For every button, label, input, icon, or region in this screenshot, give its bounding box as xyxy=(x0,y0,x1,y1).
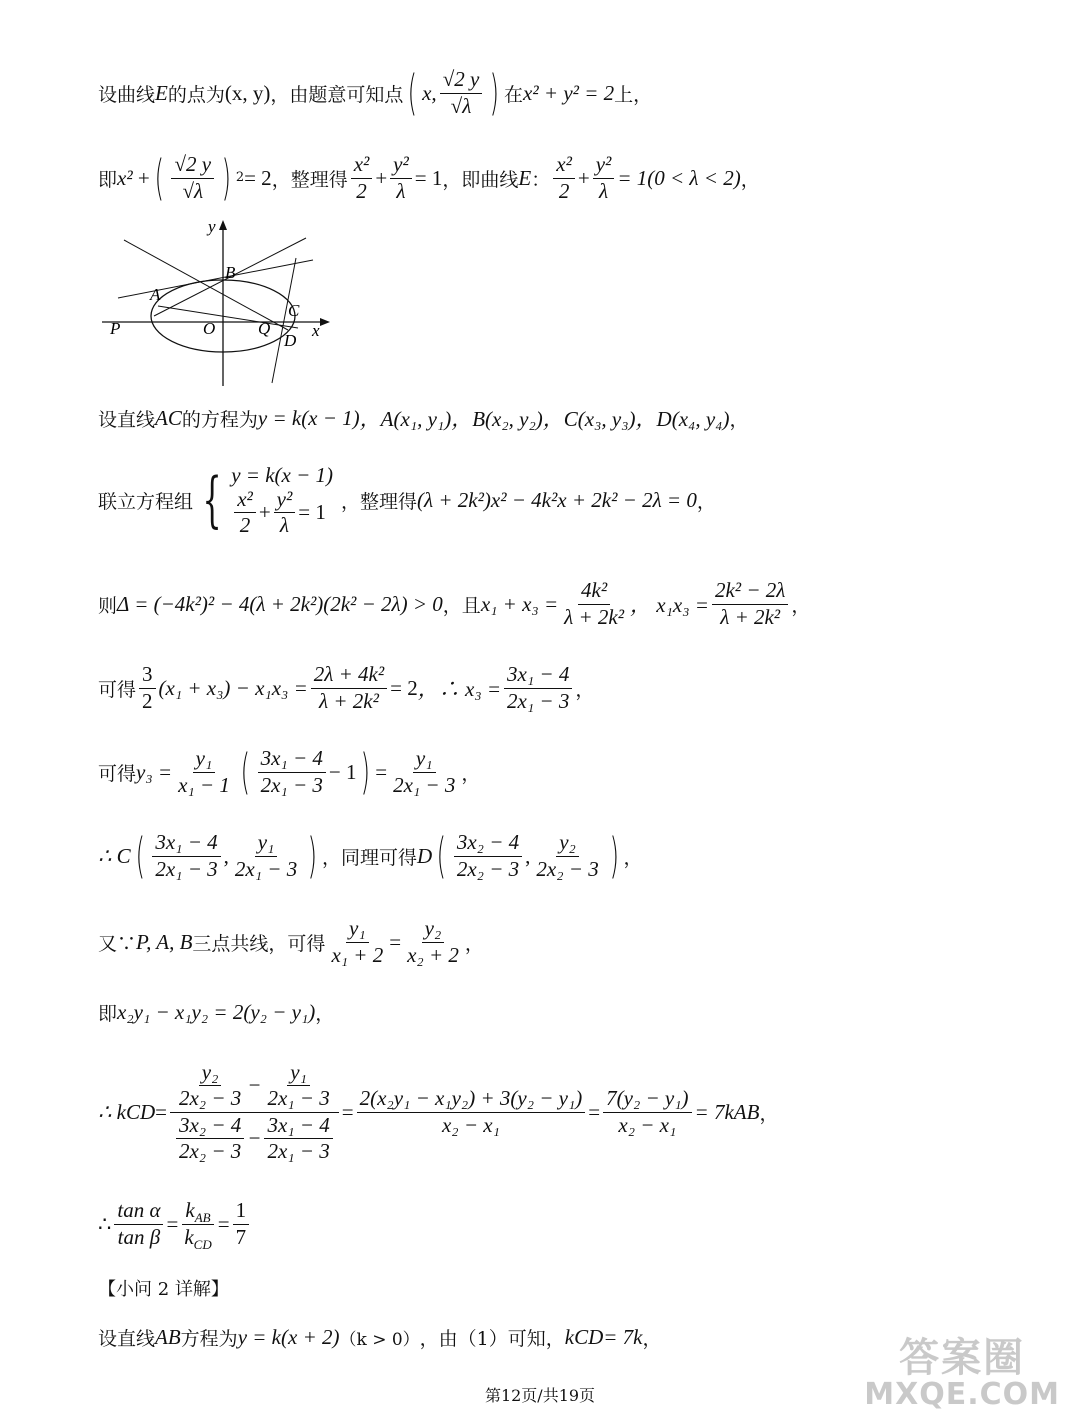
line-2: 即 x² + ( $\frac{√2 y}{√\lambda}$ ) 2 = 2 ，整理得 $\frac{\text{x²}}{2}$ + $\frac{\text{y²}}{\lambda}$ = 1 ，即曲线 E ： $\frac{\text{x²}}{2}$ + $\frac{\text{y²}}{\lambda}$ = 1(0 < λ < 2) ， xyxy=(98,150,760,206)
label-y: y xyxy=(208,218,216,236)
line-11: ∴ k CD = $\frac{\text{y₂}}{\text{2x₂ − 3}}$ − $\frac{\text{y₁}}{\text{2x₁ − 3}}$ $\frac{\text{3x₂ − 4}}{\text{2x₂ − 3}}$ − $\frac{\text{3x₁ − 4}}{\text{2x₁ − 3}}$ = $\frac{\text{2(x₂y₁ − x₁y₂) + 3(y₂ − y₁)}}{\text{x₂ − x₁}}$ = $\frac{\text{7(y₂ − y₁)}}{\text{x₂ − x₁}}$ = 7k AB ， xyxy=(98,1060,779,1163)
line-3: 设直线 AC 的方程为 y = k(x − 1) ，A(x₁, y₁) ，B(x₂, y₂) ，C(x₃, y₃) ，D(x₄, y₄) ， xyxy=(98,405,749,431)
label-Q: Q xyxy=(258,319,271,338)
label-P: P xyxy=(110,319,121,338)
equation-system: y = k(x − 1) $\frac{\text{x²}}{2}$ + $\frac{\text{y²}}{\lambda}$ = 1 xyxy=(231,462,333,537)
text: ，由题意可知点 xyxy=(270,83,404,106)
watermark xyxy=(864,1335,1060,1412)
var-E: E xyxy=(155,80,168,105)
label-A: A xyxy=(150,285,161,304)
brace: { xyxy=(202,465,222,535)
page-footer: 第12页/共19页 xyxy=(484,1386,596,1405)
compound-fraction: $\frac{\text{y₂}}{\text{2x₂ − 3}}$ − $\frac{\text{y₁}}{\text{2x₁ − 3}}$ $\frac{\text{3x₂ − 4}}{\text{2x₂ − 3}}$ − $\frac{\text{3x₁ − 4}}{\text{2x₁ − 3}}$ xyxy=(170,1061,339,1162)
label-B: B xyxy=(225,263,236,282)
x-axis-arrow xyxy=(320,318,330,326)
section-title: 【小问 2 详解】 xyxy=(98,1279,229,1300)
paren-close: ) xyxy=(221,150,232,206)
paren-open: ( xyxy=(154,150,164,206)
text: 的点为 xyxy=(167,83,225,106)
text: 设曲线 xyxy=(98,83,156,106)
line-5: 则 Δ = (−4k²)² − 4(λ + 2k²)(2k² − 2λ) > 0 ，且 x₁ + x₃ = $\frac{\text{4k²}}{\text{λ + 2k²}}$ ， x₁x₃ = $\frac{\text{2k² − 2λ}}{\text{λ + 2k²}}$ ， xyxy=(98,578,811,629)
fraction: $\frac{\text{x²}}{2}$ xyxy=(553,153,575,202)
line-PB xyxy=(118,260,313,298)
label-D: D xyxy=(284,331,297,350)
fraction: $\frac{\text{y²}}{\lambda}$ xyxy=(390,153,412,202)
equation: x² + y² = 2 xyxy=(523,80,615,105)
text: ，整理得 xyxy=(271,168,348,191)
ellipse-figure xyxy=(98,218,338,388)
line-10: 即 x₂y₁ − x₁y₂ = 2(y₂ − y₁) ， xyxy=(98,999,335,1025)
text: ，即曲线 xyxy=(442,168,519,191)
fraction: $\frac{\text{y²}}{\lambda}$ xyxy=(593,153,615,202)
line-BD xyxy=(124,240,288,330)
line-4: 联立方程组 { y = k(x − 1) $\frac{\text{x²}}{2}$ + $\frac{\text{y²}}{\lambda}$ = 1 ，整理得 (λ + 2k²)x² − 4k²x + 2k² − 2λ = 0 ， xyxy=(98,462,716,537)
label-x: x xyxy=(312,321,320,340)
line-AQ xyxy=(158,306,298,328)
line-6: 可得 $\frac{3}{2}$ (x₁ + x₃) − x₁x₃ = $\frac{\text{2λ + 4k²}}{\text{λ + 2k²}}$ = 2 ，∴ x₃ = $\frac{\text{3x₁ − 4}}{\text{2x₁ − 3}}$ ， xyxy=(98,662,595,713)
text: 上， xyxy=(614,83,653,106)
text: 在 xyxy=(504,83,524,106)
watermark-en: MXQE.COM xyxy=(864,1377,1060,1412)
line-13: 设直线 AB 方程为 y = k(x + 2) （k > 0） ，由（1）可知， k CD = 7k ， xyxy=(98,1324,662,1350)
y-axis-arrow xyxy=(219,220,227,230)
fraction: $\frac{\text{x²}}{2}$ xyxy=(351,153,373,202)
line-CD xyxy=(272,258,296,383)
point-xy: (x, y) xyxy=(224,80,271,105)
watermark-cn: 答案圈 xyxy=(899,1335,1026,1381)
fraction: $\frac{√2 y}{√\lambda}$ xyxy=(440,68,483,117)
label-O: O xyxy=(203,319,216,338)
paren-close: ) xyxy=(489,65,500,121)
paren-open: ( xyxy=(408,65,418,121)
label-C: C xyxy=(288,301,300,320)
fraction: $\frac{√2 y}{√\lambda}$ xyxy=(171,153,214,202)
line-9: 又∵ P, A, B 三点共线，可得 $\frac{\text{y₁}}{\text{x₁ + 2}}$ = $\frac{\text{y₂}}{\text{x₂ + 2}}$ ， xyxy=(98,916,484,967)
line-8: ∴ C ( $\frac{\text{3x₁ − 4}}{\text{2x₁ − 3}}$ , $\frac{\text{y₁}}{\text{2x₁ − 3}}$ ) ，同理可得 D ( $\frac{\text{3x₂ − 4}}{\text{2x₂ − 3}}$ , $\frac{\text{y₂}}{\text{2x₂ − 3}}$ ) ， xyxy=(98,828,643,884)
line-7: 可得 y₃ = $\frac{\text{y₁}}{\text{x₁ − 1}}$ ( $\frac{\text{3x₁ − 4}}{\text{2x₁ − 3}}$ − 1 ) = $\frac{\text{y₁}}{\text{2x₁ − 3}}$ ， xyxy=(98,744,481,800)
text: 即 xyxy=(98,168,118,191)
line-12: ∴ $\frac{\text{tan α}}{\text{tan β}}$ = $\frac{k_{AB}}{k_{CD}}$ = $\frac{1}{7}$ xyxy=(98,1196,252,1252)
line-1: 设曲线 E 的点为 (x, y) ，由题意可知点 ( x, $\frac{√2 y}{√\lambda}$ ) 在 x² + y² = 2 上， xyxy=(98,65,653,121)
